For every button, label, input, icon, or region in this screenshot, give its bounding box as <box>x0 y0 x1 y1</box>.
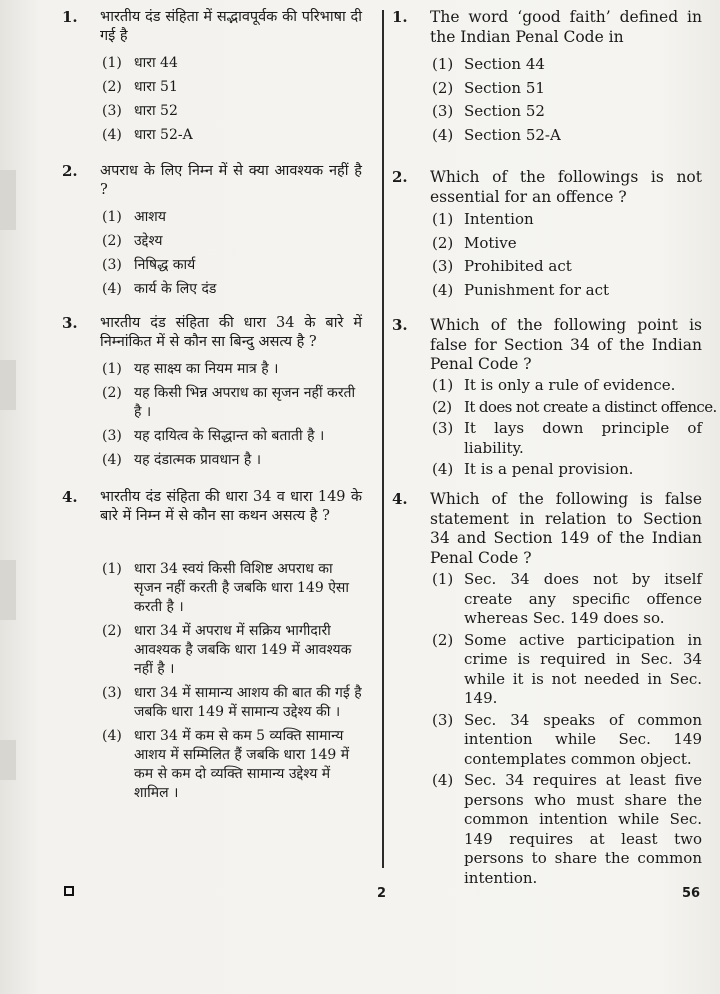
option-number: (3) <box>102 685 122 701</box>
option <box>432 419 702 458</box>
column-divider <box>382 10 384 868</box>
option <box>102 727 362 803</box>
question-number: 1. <box>62 8 78 26</box>
option <box>102 78 362 97</box>
scan-edge-mark <box>0 740 16 780</box>
option-text: उद्देश्य <box>134 233 163 249</box>
option-text: Section 51 <box>464 78 545 97</box>
options <box>432 210 702 304</box>
question-text: Which of the followings is not essential for an offence ? <box>430 168 702 206</box>
option-number: (4) <box>102 728 122 744</box>
option-text: यह साक्ष्य का नियम मात्र है । <box>134 361 279 377</box>
option-number: (4) <box>432 460 454 478</box>
option-text: धारा 52-A <box>134 127 193 143</box>
option <box>432 257 702 277</box>
question-text: अपराध के लिए निम्न में से क्या आवश्यक नहीं है ? <box>100 163 362 198</box>
option-number: (2) <box>432 233 454 252</box>
option-text: यह दायित्व के सिद्धान्त को बताती है । <box>134 428 325 444</box>
question-text: The word ‘good faith’ defined in the Indian Penal Code in <box>430 8 702 46</box>
question-number: 4. <box>62 488 78 506</box>
question-text: भारतीय दंड संहिता की धारा 34 व धारा 149 के बारे में निम्न में से कौन सा कथन असत्य है ? <box>100 489 362 524</box>
option-text: It is only a rule of evidence. <box>464 376 676 394</box>
question-number: 3. <box>392 316 408 334</box>
option <box>432 79 702 99</box>
option-text: Some active participation in crime is required in Sec. 34 while it is not needed in Sec. 149. <box>464 630 702 707</box>
option-number: (1) <box>102 55 122 71</box>
option <box>432 711 702 770</box>
question-text: भारतीय दंड संहिता की धारा 34 के बारे में निम्नांकित में से कौन सा बिन्दु असत्य है ? <box>100 315 362 350</box>
option-number: (4) <box>102 452 122 468</box>
option-number: (1) <box>432 376 454 394</box>
option <box>102 256 362 275</box>
option-number: (2) <box>432 397 452 416</box>
option-text: Sec. 34 does not by itself create any specific offence whereas Sec. 149 does so. <box>464 570 702 627</box>
option-number: (3) <box>102 257 122 273</box>
question-text: भारतीय दंड संहिता में सद्भावपूर्वक की परिभाषा दी गई है <box>100 9 362 44</box>
option-text: यह किसी भिन्न अपराध का सृजन नहीं करती है । <box>134 385 356 420</box>
option <box>432 102 702 122</box>
option-text: Section 52-A <box>464 125 561 144</box>
option-text: It is a penal provision. <box>464 460 634 478</box>
option-number: (4) <box>102 281 122 297</box>
option <box>102 208 362 227</box>
option-text: It lays down principle of liability. <box>464 419 702 457</box>
option-number: (3) <box>432 419 454 437</box>
option <box>102 560 362 617</box>
option-text: कार्य के लिए दंड <box>134 281 217 297</box>
question-number: 2. <box>62 162 78 180</box>
option-text: धारा 34 में कम से कम 5 व्यक्ति सामान्य आशय में सम्मिलित हैं जबकि धारा 149 में कम से कम दो व्यक्ति सामान्य उद्देश्य में शामिल । <box>134 728 350 801</box>
option <box>102 684 362 722</box>
option-text: धारा 34 स्वयं किसी विशिष्ट अपराध का सृजन नहीं करती है जबकि धारा 149 ऐसा करती है । <box>134 561 350 615</box>
option-number: (1) <box>102 361 122 377</box>
option-number: (4) <box>432 280 454 299</box>
option-number: (2) <box>102 623 122 639</box>
option <box>102 54 362 73</box>
option <box>102 427 362 446</box>
question-number: 4. <box>392 490 408 508</box>
option-text: Sec. 34 requires at least five persons who must share the common intention while Sec. 149 requires at least two persons to share the common intention. <box>464 771 702 887</box>
option <box>432 631 702 709</box>
option-number: (1) <box>102 209 122 225</box>
option-text: Section 44 <box>464 55 545 73</box>
option <box>432 55 702 75</box>
options <box>432 376 717 482</box>
option <box>432 460 702 480</box>
option-number: (3) <box>102 428 122 444</box>
option <box>102 360 362 379</box>
option <box>432 771 702 888</box>
option <box>432 376 702 396</box>
question-number: 3. <box>62 314 78 332</box>
options <box>432 55 702 149</box>
options <box>102 560 362 808</box>
options <box>102 360 362 475</box>
question-number: 1. <box>392 8 408 26</box>
option-text: धारा 44 <box>134 55 178 71</box>
scan-edge-mark <box>0 560 16 620</box>
option <box>102 384 362 422</box>
question-number: 2. <box>392 168 408 186</box>
option-number: (3) <box>102 103 122 119</box>
option-text: धारा 52 <box>134 103 178 119</box>
option-number: (3) <box>432 102 454 120</box>
option-number: (4) <box>432 125 454 144</box>
option <box>432 397 717 418</box>
option-number: (3) <box>432 710 454 729</box>
option <box>432 570 702 629</box>
option <box>432 281 702 301</box>
option-text: It does not create a distinct offence. <box>464 397 717 416</box>
scan-edge-mark <box>0 360 16 410</box>
option-number: (4) <box>102 127 122 143</box>
option-number: (2) <box>102 233 122 249</box>
option-number: (1) <box>102 561 122 577</box>
option-text: Punishment for act <box>464 280 610 299</box>
options <box>432 570 702 890</box>
option-number: (2) <box>102 385 122 401</box>
page-number: 2 <box>377 886 387 901</box>
option-number: (3) <box>432 257 454 275</box>
option <box>102 622 362 679</box>
booklet-code: 56 <box>682 886 701 901</box>
option-text: निषिद्ध कार्य <box>134 257 196 273</box>
option <box>102 126 362 145</box>
option-text: Section 52 <box>464 102 545 120</box>
option-text: यह दंडात्मक प्रावधान है । <box>134 452 262 468</box>
option-number: (1) <box>432 210 454 228</box>
option-number: (2) <box>432 78 454 97</box>
option <box>432 126 702 146</box>
option <box>432 234 702 254</box>
option-text: Sec. 34 speaks of common intention while Sec. 149 contemplates common object. <box>464 710 702 768</box>
option-number: (4) <box>432 771 454 789</box>
options <box>102 54 362 150</box>
option-text: Prohibited act <box>464 257 572 275</box>
options <box>102 208 362 304</box>
option-text: Intention <box>464 210 534 228</box>
option-text: धारा 34 में अपराध में सक्रिय भागीदारी आवश्यक है जबकि धारा 149 में आवश्यक नहीं है । <box>134 623 352 677</box>
option-number: (1) <box>432 570 454 588</box>
option-number: (1) <box>432 55 454 73</box>
option <box>102 102 362 121</box>
option-text: धारा 51 <box>134 79 178 95</box>
option <box>102 451 362 470</box>
scan-edge-mark <box>0 170 16 230</box>
option-number: (2) <box>102 79 122 95</box>
question-text: Which of the following is false statement in relation to Section 34 and Section 149 of the Indian Penal Code ? <box>430 490 702 567</box>
square-mark-icon <box>64 886 74 896</box>
option-text: Motive <box>464 233 517 252</box>
option-text: धारा 34 में सामान्य आशय की बात की गई है जबकि धारा 149 में सामान्य उद्देश्य की । <box>134 685 362 720</box>
option-number: (2) <box>432 630 454 649</box>
option-text: आशय <box>134 209 166 225</box>
option <box>102 232 362 251</box>
question-text: Which of the following point is false for Section 34 of the Indian Penal Code ? <box>430 316 702 373</box>
option <box>102 280 362 299</box>
option <box>432 210 702 230</box>
